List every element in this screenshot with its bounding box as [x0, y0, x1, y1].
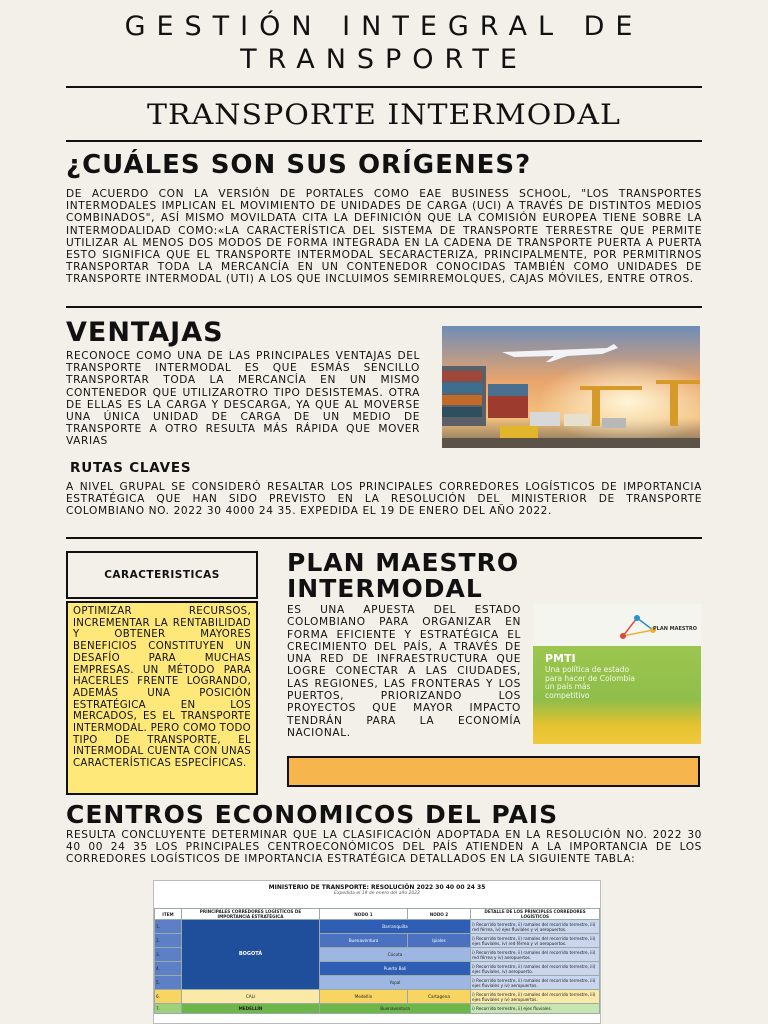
- table-row: [155, 920, 600, 934]
- ventajas-heading: VENTAJAS: [66, 317, 224, 348]
- table-header-row: [155, 909, 600, 920]
- divider: [66, 537, 702, 539]
- col-item: ITEM: [155, 909, 182, 920]
- row-item: 2.: [155, 934, 182, 948]
- orange-bar: [287, 756, 700, 787]
- row-item: 5.: [155, 976, 182, 990]
- row-item: 6.: [155, 990, 182, 1004]
- row-item: 4.: [155, 962, 182, 976]
- row-nodo1: Barranquilla: [320, 920, 471, 934]
- divider: [66, 140, 702, 142]
- table-row: [155, 1004, 600, 1014]
- row-nodo1: Buenaventura: [320, 934, 408, 948]
- title-line-1: GESTIÓN INTEGRAL DE: [124, 11, 644, 42]
- row-detalle: i) Recorrido terrestre, ii) ramales del recorrido terrestre, iii) ejes fluviales y iv) aeropuertos.: [471, 976, 600, 990]
- row-detalle: i) Recorrido terrestre, ii) ejes fluviales.: [471, 1004, 600, 1014]
- row-detalle: i) Recorrido terrestre, ii) ramales del recorrido terrestre, iii) red férrea, iv) ejes fluviales y v) aeropuertos.: [471, 920, 600, 934]
- plan-body: ES UNA APUESTA DEL ESTADO COLOMBIANO PARA ORGANIZAR EN FORMA EFICIENTE Y ESTRATÉGICA EL CRECIMIENTO DEL PAÍS, A TRAVÉS DE UNA RED DE INFRAESTRUCTURA QUE LOGRE CONECTAR A LAS CIUDADES, LAS REGIONES, LAS FRONTERAS Y LOS PUERTOS, PRIORIZANDO LOS PROYECTOS QUE MAYOR IMPACTO TENDRÁN PARA LA ECONOMÍA NACIONAL.: [287, 604, 521, 739]
- divider: [66, 86, 702, 88]
- row-detalle: i) Recorrido terrestre, ii) ramales del recorrido terrestre, iii) ejes fluviales, iv) red férrea y v) aeropuertos.: [471, 934, 600, 948]
- origenes-heading: ¿CUÁLES SON SUS ORÍGENES?: [66, 150, 532, 180]
- document-title: [0, 10, 768, 76]
- divider: [66, 306, 702, 308]
- centros-body: RESULTA CONCLUYENTE DETERMINAR QUE LA CLASIFICACIÓN ADOPTADA EN LA RESOLUCIÓN NO. 2022 30 40 00 24 35 LOS PRINCIPALES CENTROECONÓMICOS DEL PAÍS ATIENDEN A LA IMPORTANCIA DE LOS CORREDORES LOGÍSTICOS DE IMPORTANCIA ESTRATÉGICA DETALLADOS EN LA SIGUIENTE TABLA:: [66, 829, 702, 866]
- pmti-cover: [533, 604, 701, 744]
- table-grid: [154, 908, 600, 1014]
- row-detalle: i) Recorrido terrestre, ii) ramales del recorrido terrestre, iii) ejes fluviales y iv) aeropuertos.: [471, 990, 600, 1004]
- row-nodo2: Cartagena: [408, 990, 471, 1004]
- resolucion-table: [153, 880, 601, 1024]
- table-subtitle: Expedida el 19 de enero del año 2022: [334, 891, 420, 896]
- row-item: 3.: [155, 948, 182, 962]
- plan-heading-line-2: INTERMODAL: [287, 574, 483, 603]
- corredor-cali: CALI: [182, 990, 320, 1004]
- table-title: MINISTERIO DE TRANSPORTE: RESOLUCIÓN 2022 30 40 00 24 35: [268, 884, 486, 891]
- row-nodo1: Yopal: [320, 976, 471, 990]
- col-nodo1: NODO 1: [320, 909, 408, 920]
- corredor-bogota: BOGOTÁ: [182, 920, 320, 990]
- col-corredores: PRINCIPALES CORREDORES LOGÍSTICOS DE IMPORTANCIA ESTRATÉGICA: [182, 909, 320, 920]
- cover-logo: PLAN MAESTRO: [653, 626, 698, 632]
- cover-subtitle: Una política de estado para hacer de Colombia un país más competitivo: [545, 665, 635, 700]
- cover-title: PMTI: [545, 652, 576, 665]
- row-nodo1: Buenaventura: [320, 1004, 471, 1014]
- subtitle: TRANSPORTE INTERMODAL: [147, 99, 621, 132]
- corredor-medellin: MEDELLÍN: [182, 1004, 320, 1014]
- row-item: 7.: [155, 1004, 182, 1014]
- row-detalle: i) Recorrido terrestre, ii) ramales del recorrido terrestre, iii) ejes fluviales, iv) aeropuerto.: [471, 962, 600, 976]
- caracteristicas-body: OPTIMIZAR RECURSOS, INCREMENTAR LA RENTABILIDAD Y OBTENER MAYORES BENEFICIOS CONSTITUYEN UN DESAFÍO PARA MUCHAS EMPRESAS. UN MÉTODO PARA HACERLES FRENTE LOGRANDO, ADEMÁS UNA POSICIÓN ESTRATÉGICA EN LOS MERCADOS, ES EL TRANSPORTE INTERMODAL. PERO COMO TODO TIPO DE TRANSPORTE, EL INTERMODAL CUENTA CON UNAS CARACTERÍSTICAS ESPECÍFICAS.: [66, 601, 258, 795]
- origenes-body: DE ACUERDO CON LA VERSIÓN DE PORTALES COMO EAE BUSINESS SCHOOL, "LOS TRANSPORTES INTERMODALES IMPLICAN EL MOVIMIENTO DE UNIDADES DE CARGA (UCI) A TRAVÉS DE DISTINTOS MEDIOS COMBINADOS", ASÍ MISMO MOVILDATA CITA LA DEFINICIÓN QUE LA COMISIÓN EUROPEA TIENE SOBRE LA INTERMODALIDAD COMO:«LA CARACTERÍSTICA DEL SISTEMA DE TRANSPORTE TERRESTRE QUE PERMITE UTILIZAR AL MENOS DOS MODOS DE FORMA INTEGRADA EN LA CADENA DE TRANSPORTE PUERTA A PUERTA ESTO SIGNIFICA QUE EL TRANSPORTE INTERMODAL SECARACTERIZA, PRINCIPALMENTE, POR PERMITIRNOS TRANSPORTAR TODA LA MERCANCÍA EN UN CONTENEDOR CONOCIDAS TAMBIÉN COMO UNIDADES DE TRANSPORTE INTERMODAL (UTI) A LOS QUE INCLUIMOS SEMIRREMOLQUES, CAJAS MÓVILES, ENTRE OTROS.: [66, 188, 702, 286]
- logistics-photo-illustration: [442, 326, 700, 448]
- rutas-body: A NIVEL GRUPAL SE CONSIDERÓ RESALTAR LOS PRINCIPALES CORREDORES LOGÍSTICOS DE IMPORTANCIA ESTRATÉGICA QUE HAN SIDO PREVISTO EN LA RESOLUCIÓN DEL MINISTERIOR DE TRANSPORTE COLOMBIANO NO. 2022 30 4000 24 35. EXPEDIDA EL 19 DE ENERO DEL AÑO 2022.: [66, 481, 702, 518]
- row-detalle: i) Recorrido terrestre, ii) ramales del recorrido terrestre, iii) red férrea y iv) aeropuertos.: [471, 948, 600, 962]
- row-nodo1: Puerto Boli: [320, 962, 471, 976]
- row-nodo1: Cúcuta: [320, 948, 471, 962]
- row-nodo2: Ipiales: [408, 934, 471, 948]
- plan-heading: [287, 550, 519, 602]
- row-item: 1.: [155, 920, 182, 934]
- ventajas-body: RECONOCE COMO UNA DE LAS PRINCIPALES VENTAJAS DEL TRANSPORTE INTERMODAL ES QUE ESMÁS SENCILLO TRANSPORTAR TODA LA MERCANCÍA EN UN MISMO CONTENEDOR QUE UTILIZAROTRO TIPO DESISTEMAS. OTRA DE ELLAS ES LA CARGA Y DESCARGA, YA QUE AL MOVERSE UNA ÚNICA UNIDAD DE CARGA DE UN MEDIO DE TRANSPORTE A OTRO RESULTA MÁS RÁPIDA QUE MOVER VARIAS: [66, 350, 420, 448]
- centros-heading: CENTROS ECONOMICOS DEL PAIS: [66, 800, 559, 829]
- title-line-2: TRANSPORTE: [240, 44, 528, 75]
- caracteristicas-heading: CARACTERISTICAS: [66, 551, 258, 599]
- logistics-photo: [442, 326, 700, 448]
- col-nodo2: NODO 2: [408, 909, 471, 920]
- row-nodo1: Medellín: [320, 990, 408, 1004]
- rutas-heading: RUTAS CLAVES: [70, 460, 192, 476]
- col-detalle: DETALLE DE LOS PRINCIPLES CORREDORES LOGÍSTICOS: [471, 909, 600, 920]
- plan-heading-line-1: PLAN MAESTRO: [287, 548, 520, 577]
- table-row: [155, 990, 600, 1004]
